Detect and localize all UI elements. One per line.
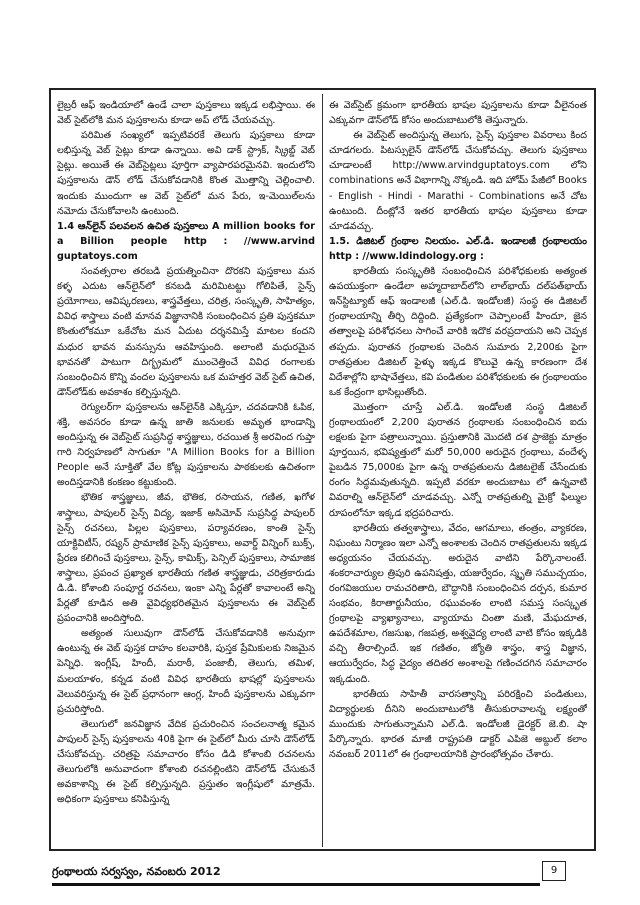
right-paragraph: భారతీయ సాహితీ వారసత్వాన్ని పరిరక్షించి పండితులు, విద్యార్థులకు దీనిని అందుబాటులోకి తీసుకురావాలన్న లక్ష్యంతో ముందుకు సాగుతున్నామని ఎల్.డి. ఇండోలజీ డైరక్టర్ జె.బి. షా పేర్కొన్నారు. భారత మాజీ రాష్ట్రపతి డాక్టర్ ఎపిజె అబ్దుల్ కలాం నవంబర్ 2011లో ఈ గ్రంథాలయానికి ప్రారంభోత్సవం చేశారు.	[329, 688, 587, 761]
page-footer	[52, 861, 596, 891]
section-heading: 1.5. డిజిటల్ గ్రంథాల నిలయం. ఎల్.డి. ఇండాలజీ గ్రంథాలయం http : //www.ldindology.org :	[329, 235, 587, 262]
left-paragraph: అత్యంత సులువుగా డౌన్‌లోడ్ చేసుకోవడానికి అనువుగా ఉంటున్న ఈ వెబ్ పుస్తక దాహం కలవారికి, పుస్తక ప్రేమికులకు నిజమైన పెన్నిధి. ఇంగ్లీష్, హిందీ, మరాఠీ, పంజాబీ, తెలుగు, తమిళ, మలయాళం, కన్నడ వంటి వివిధ భారతీయ భాషల్లో పుస్తకాలను వెలువరిస్తున్న ఈ సైట్ ప్రధానంగా ఆంగ్ల, హిందీ పుస్తకాలను ఎక్కువగా ప్రచురిస్తోంది.	[57, 628, 315, 715]
right-column	[329, 98, 587, 838]
left-paragraph: లైబ్రరీ ఆఫ్ ఇండియాలో ఉండే చాలా పుస్తకాలు ఇక్కడ లభిస్తాయి. ఈ వెబ్ సైట్‌లోకి మన పుస్తకాలను కూడా అప్ లోడ్ చేయవచ్చు.	[57, 100, 315, 127]
right-paragraph: ఈ వెబ్‌సైట్ అందిస్తున్న తెలుగు, సైన్స్ పుస్తకాల వివరాలు కింద చూడగలరు. పిటస్సులైన్ డౌన్‌లోడ్ చేసుకోవచ్చు. తెలుగు పుస్తకాలు చూడాలంటే http://www.arvindguptatoys.com లోని combinations అనే విభాగాన్ని నొక్కండి. ఇది హోమ్ పేజీలో Books - English - Hindi - Marathi - Combinations అనే చోట ఉంటుంది. దీంట్లోనే ఇతర భారతీయ భాషల పుస్తకాలు కూడా చూడవచ్చు.	[329, 130, 587, 232]
left-paragraph: భౌతిక శాస్త్రజ్ఞులు, జీవ, భౌతిక, రసాయన, గణిత, ఖగోళ శాస్త్రాలు, పాపులర్ సైన్స్ విద్య, ఇజాక్ అసిమోవ్ సుప్రసిద్ధ పాపులర్ సైన్స్ రచనలు, పిల్లల పుస్తకాలు, పర్యావరణం, కాంతి సైన్స్ యాక్టివిటీస్, రష్యన్ ప్రామాణిక సైన్స్ పుస్తకాలు, అవార్డ్ విన్నింగ్ బుక్స్, ప్రేరణ కలిగించే పుస్తకాలు, సైన్స్, కామిక్స్, పెన్సిల్ పుస్తకాలు, సామాజిక శాస్త్రాలు, ప్రపంచ ప్రఖ్యాత భారతీయ గణిత శాస్త్రజ్ఞుడు, చరిత్రకారుడు డి.డి. కోశాంబి సంపూర్ణ రచనలు, ఇంకా ఎన్ని పేర్లతో కావాలంటే అన్ని పేర్లతో కూడిన అతి వైవిధ్యభరితమైన పుస్తకాలను ఈ వెబ్‌సైట్ ప్రపంచానికి అందిస్తోంది.	[57, 492, 315, 625]
column-divider	[322, 94, 323, 847]
section-heading: 1.4 ఆన్‌లైన్ పలవలన ఉచిత పుస్తకాలు A million books for a Billion people http : //www.arvind guptatoys.com	[57, 220, 315, 262]
right-paragraph: భారతీయ తత్వశాస్త్రాలు, వేదం, ఆగమాలు, తంత్రం, వ్యాకరణ, నిఘంటు నిర్మాణం ఇలా ఎన్నో అంశాలకు చెందిన రాతప్రతులను ఇక్కడ అధ్యయనం చేయవచ్చు. అరుదైన వాటిని పేర్కొనాలంటే. శంకరాచార్యుల త్రిపురి ఉపనిషత్తు, యజుర్వేదం, స్మృతి సముచ్చయం, రంగవిజయుల రామచరితాది, బౌద్ధానికి సంబంధించిన దర్పన, కుమార సంభవం, కిరాతార్జునీయం, రఘువంశం లాంటి సమస్త సంస్కృత గ్రంథాలపై వ్యాఖ్యానాలు, వ్యాయామ చింతా మణి, మేఘదూత, ఉపదేశమాల, గజసుఖ, గజపత్ర, అశ్వవైద్య లాంటి వాటి కోసం ఇక్కడికి వచ్చి తీరాల్సిందే. ఇక గణితం, జ్యోతి శాస్త్రం, శాస్త్ర విజ్ఞాన, ఆయుర్వేదం, సిద్ధ వైద్యం తదితర అంశాలపై గణించదగిన సమాచారం ఇక్కడుంది.	[329, 522, 587, 685]
left-paragraph: పరిమిత సంఖ్యలో ఇప్పటివరకే తెలుగు పుస్తకాలు కూడా లభిస్తున్న వెబ్ సైట్లు కూడా ఉన్నాయి. అవి డాక్ స్ట్రాక్, స్క్రిబ్డ్ వెబ్ సైట్లు. అయితే ఈ వెబ్‌సైట్లలు పూర్తిగా వ్యాపారపరమైనవి. ఇందులోని పుస్తకాలను డౌన్ లోడ్ చేసుకోవడానికి కొంత మొత్తాన్ని చెల్లించాలి. ఇందుకు ముందుగా ఆ వెబ్ సైట్‌లో మన పేరు, ఇ-మెయిల్‌లను నమోదు చేసుకోవాలసి ఉంటుంది.	[57, 130, 315, 217]
right-paragraph: మొత్తంగా చూస్తే ఎల్.డి. ఇండోలజీ సంస్థ డిజిటల్ గ్రంథాలయంలో 2,200 పురాతన గ్రంథాలకు సంబంధించిన ఐదు లక్షలకు పైగా పత్రాలున్నాయి. ప్రస్తుతానికి మొదటి దశ ప్రాజెక్టు మాత్రం పూర్తయిన, భవిష్యత్తులో మరో 50,000 అరుదైన గ్రంథాలు, వందేళ్ళ పైబడిన 75,000కు పైగా ఉన్న రాతప్రతులను డిజిటలైజ్ చేసేందుకు రంగం సిద్ధమవుతున్నది. ఇప్పటి వరకూ అందుబాటు లో ఉన్నవాటి వివరాల్ని ఆన్‌లైన్‌లో చూడవచ్చు. ఎన్నో రాతప్రతుల్ని మైక్రో ఫిల్ముల రూపంలోనూ ఇక్కడ భద్రపరిచారు.	[329, 401, 587, 519]
publication-title: గ్రంథాలయ సర్వస్వం, నవంబరు 2012	[52, 865, 221, 878]
right-paragraph: ఈ వెబ్‌సైట్ క్రమంగా భారతీయ భాషల పుస్తకాలను కూడా వీలైనంత ఎక్కువగా డౌన్‌లోడ్ కోసం అందుబాటులోకి తెస్తున్నారు.	[329, 100, 587, 127]
page-frame	[49, 88, 596, 851]
footer-rule	[52, 883, 540, 886]
page-number: 9	[542, 861, 566, 881]
left-column	[57, 98, 315, 838]
right-paragraph: భారతీయ సంస్కృతికి సంబంధించిన పరిశోధకులకు అత్యంత ఉపయుక్తంగా ఉండేలా అహ్మదాబాద్‌లోని లాల్‌భాయ్ దల్‌పత్‌భాయ్ ఇన్‌స్టిట్యూట్ ఆఫ్ ఇండాలజీ (ఎల్.డి. ఇండోలజీ) సంస్థ ఈ డిజిటల్ గ్రంథాలయాన్ని తీర్చి దిద్దింది. ప్రత్యేకంగా చెప్పాలంటే హిందూ, జైన తత్వాలపై పరిశోధనలు సాగించే వారికి ఇదొక వరప్రదాయని అని చెప్పక తప్పదు. పురాతన గ్రంథాలకు చెందిన సుమారు 2,200కు పైగా రాతప్రతుల డిజిటల్ ఫైళ్ళు ఇక్కడ కొలువై ఉన్న కారణంగా దేశ విదేశాల్లోని భాషావేత్తలు, కవి పండితుల పరిశోధకులకు ఈ గ్రంథాలయం ఒక కేంద్రంగా భాసిల్లుతోంది.	[329, 266, 587, 398]
left-paragraph: రెగ్యులర్‌గా పుస్తకాలను ఆన్‌లైన్‌కి ఎక్కిస్తూ, చదవడానికి ఓపిక, శక్తి, అవసరం కూడా ఉన్న జాతి జనులకు అమృత భాండాన్ని అందిస్తున్న ఈ వెబ్‌సైట్ సుప్రసిద్ధ శాస్త్రజ్ఞులు, రచయిత శ్రీ అరవింద గుప్తా గారి నిర్వహణలో సాగుతూ "A Million Books for a Billion People అనే సూక్తితో వేల కోట్ల పుస్తకాలను పాఠకులకు ఉచితంగా అందిస్తడానికి కంకణం కట్టుకుంది.	[57, 401, 315, 489]
left-paragraph: సంవత్సరాల తరబడి ప్రయత్నించినా దొరకని పుస్తకాలు మన కళ్ళ ఎదుట ఆన్‌లైన్‌లో కనబడి మరిమిటట్టు గోలిపితే, సైన్స్ ప్రయోగాలు, ఆవిష్కరణలు, శాస్త్రవేత్తలు, చరిత్ర, సంస్కృతి, సాహిత్యం, వివిధ శాస్త్రాలు వంటి మానవ విజ్ఞానానికి సంబంధించిన ప్రతి పుస్తకమూ కొంతులోకమూ ఒకేచోట మన ఏదుట దర్శనమిస్తే మాటల కందని మధుర భావన మనస్సును ఆవహిస్తుంది. అలాంటి మధురమైన భావనతో పాటుగా దిగ్భ్రమలో ముంచెత్తించే వివిధ రంగాలకు సంబంధించిన కొన్ని వందల పుస్తకాలను ఒక మహత్తర వెబ్ సైట్ ఉచిత, డౌన్‌లోడ్‌కు అవకాశం కల్పిస్తున్నది.	[57, 266, 315, 398]
left-paragraph: తెలుగులో జనవిజ్ఞాన వేదిక ప్రచురించిన సంచలనాత్మ కమైన పాపులర్ సైన్స్ పుస్తకాలను 40కి పైగా ఈ సైట్‌లో మీరు చూసి డౌన్‌లోడ్ చేసుకోవచ్చు. చరిత్రపై సమాచారం కోసం డిడి కోశాంబి రచనలను తెలుగులోకి అనువాదంగా కోశాంబి రచనల్లింటిని డౌన్‌లోడ్ చేసుకునే అవకాశాన్ని ఈ సైట్ కల్పిస్తున్నది. ప్రస్తుతం ఇంగ్లీషులో మాత్రమే. అధికంగా పుస్తకాలు కనిపిస్తున్న	[57, 718, 315, 806]
